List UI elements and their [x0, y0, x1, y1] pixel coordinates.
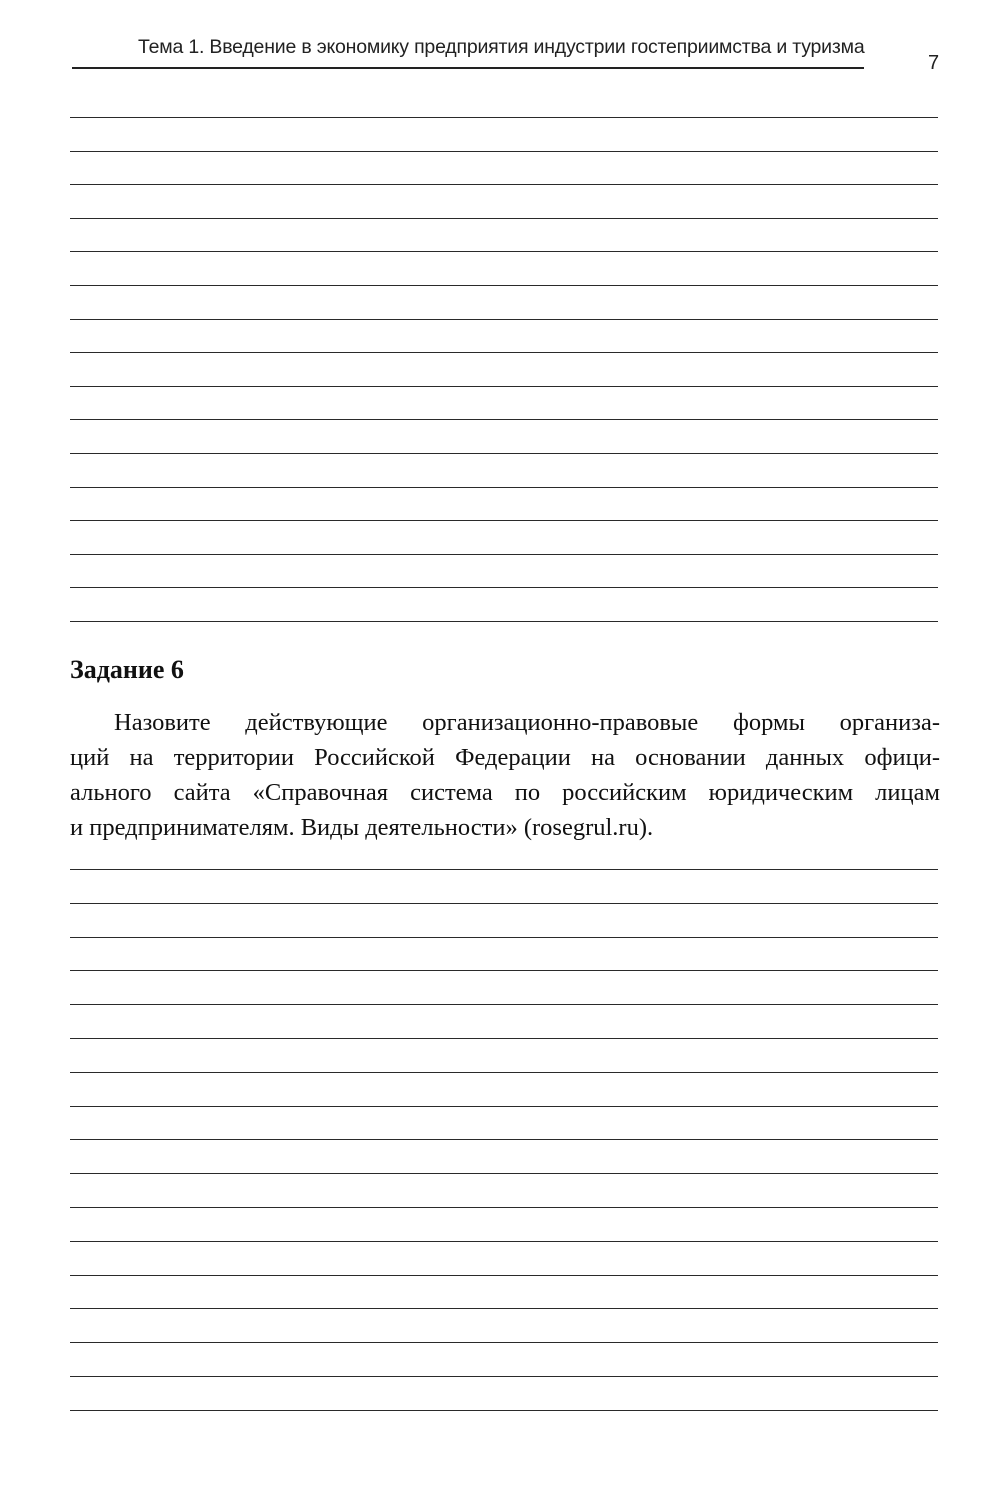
answer-line [70, 554, 938, 555]
answer-line [70, 453, 938, 454]
answer-line [70, 621, 938, 622]
page-number: 7 [928, 52, 940, 74]
answer-line [70, 1410, 938, 1411]
answer-line [70, 319, 938, 320]
answer-line [70, 487, 938, 488]
answer-line [70, 937, 938, 938]
task-text-line: ций на территории Российской Федерации на основании данных офици- [70, 744, 940, 771]
answer-line [70, 1275, 938, 1276]
answer-line [70, 1139, 938, 1140]
answer-line [70, 1072, 938, 1073]
answer-line [70, 1004, 938, 1005]
answer-line [70, 587, 938, 588]
task-text-line: Назовите действующие организационно-правовые формы организа- [114, 709, 940, 736]
answer-line [70, 1308, 938, 1309]
answer-line [70, 1038, 938, 1039]
answer-line [70, 903, 938, 904]
answer-line [70, 218, 938, 219]
answer-line [70, 1207, 938, 1208]
task-text-line: ального сайта «Справочная система по российским юридическим лицам [70, 779, 940, 806]
answer-line [70, 251, 938, 252]
task-heading: Задание 6 [70, 655, 184, 684]
answer-line [70, 1173, 938, 1174]
answer-line [70, 1376, 938, 1377]
answer-line [70, 419, 938, 420]
answer-line [70, 869, 938, 870]
answer-line [70, 970, 938, 971]
task-text [70, 705, 940, 845]
answer-line [70, 386, 938, 387]
answer-line [70, 1342, 938, 1343]
answer-line [70, 520, 938, 521]
answer-line [70, 151, 938, 152]
header-rule [72, 67, 864, 69]
answer-line [70, 184, 938, 185]
answer-line [70, 352, 938, 353]
answer-line [70, 1241, 938, 1242]
answer-line [70, 117, 938, 118]
answer-line [70, 1106, 938, 1107]
answer-line [70, 285, 938, 286]
task-text-line: и предпринимателям. Виды деятельности» (rosegrul.ru). [70, 814, 654, 841]
running-header-title: Тема 1. Введение в экономику предприятия индустрии гостеприимства и туризма [138, 36, 865, 58]
